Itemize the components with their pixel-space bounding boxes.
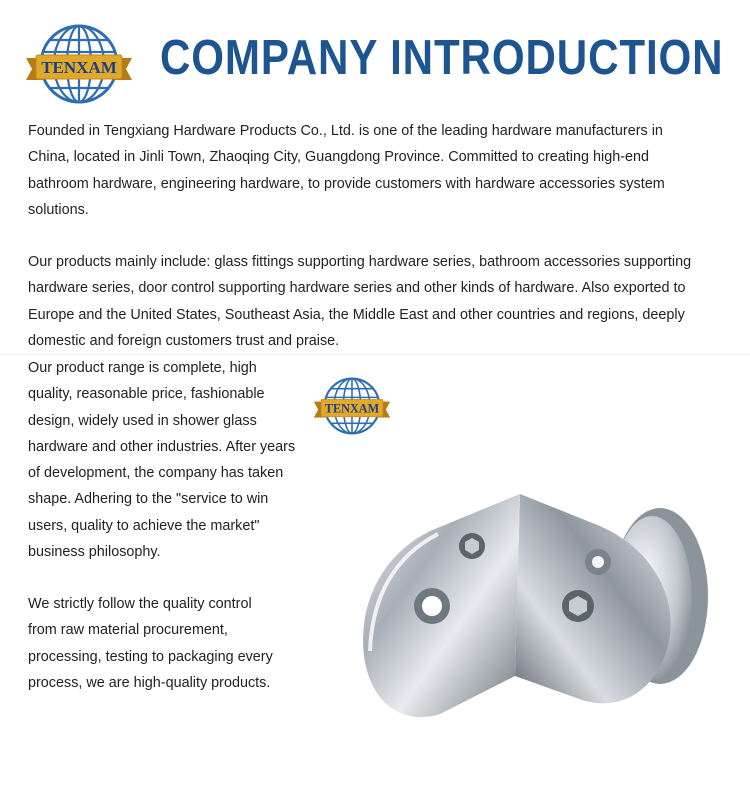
- intro-paragraph-2: Our products mainly include: glass fittings supporting hardware series, bathroom accessories supporting hardware series, door control supporting hardware series and other kinds of hardware. Also exported to Europe and the United States, Southeast Asia, the Middle East and other countries and regions, deeply domestic and foreign customers trust and praise.: [28, 254, 692, 349]
- logo-text: TENXAM: [41, 58, 117, 77]
- header: [0, 0, 750, 112]
- screw-icon: [459, 533, 485, 559]
- tenxam-logo: [24, 14, 134, 114]
- screw-icon: [562, 590, 594, 622]
- glass-clamp-product-image: [350, 486, 720, 741]
- tenxam-logo-small: [312, 370, 392, 442]
- intro-paragraph-4: We strictly follow the quality control from raw material procurement, processing, testing to packaging every process, we are high-quality products.: [28, 596, 273, 691]
- screw-hole-icon: [414, 588, 450, 624]
- logo-text: TENXAM: [324, 401, 380, 416]
- screw-hole-icon: [585, 549, 611, 575]
- intro-paragraph-3: Our product range is complete, high quality, reasonable price, fashionable design, widely used in shower glass hardware and other industries. After years of development, the company has taken shape. Adhering to the "service to win users, quality to achieve the market" business philosophy.: [28, 360, 296, 561]
- intro-paragraph-1: Founded in Tengxiang Hardware Products Co., Ltd. is one of the leading hardware manufacturers in China, located in Jinli Town, Zhaoqing City, Guangdong Province. Committed to creating high-end bathroom hardware, engineering hardware, to provide customers with hardware accessories system solutions.: [28, 123, 665, 218]
- page-title: COMPANY INTRODUCTION: [160, 31, 724, 85]
